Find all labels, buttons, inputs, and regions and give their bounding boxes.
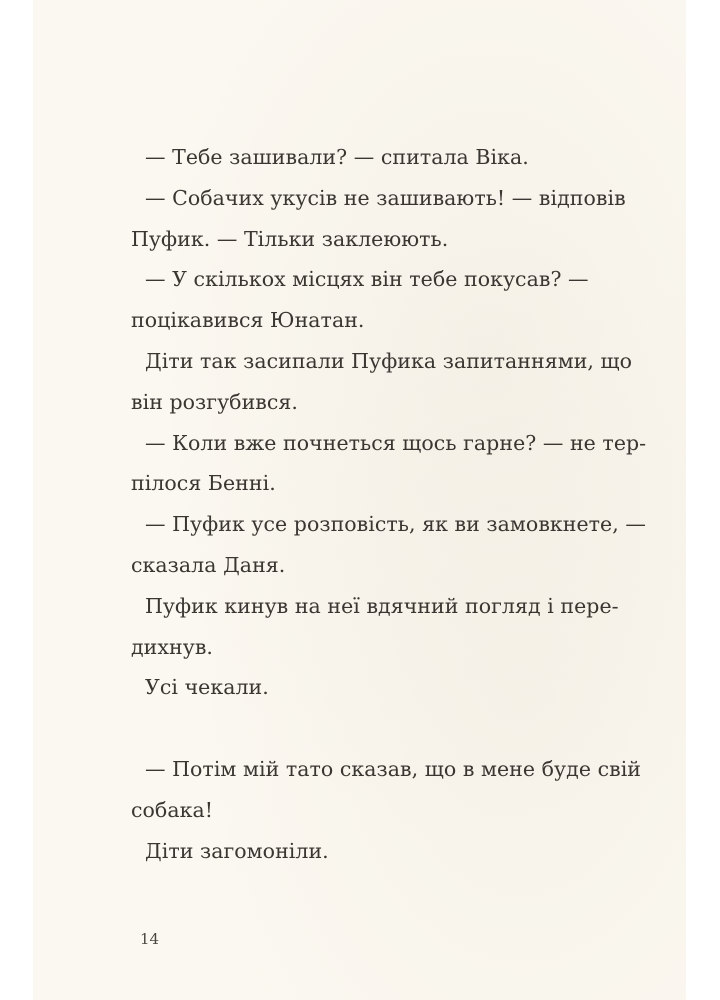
text-line: Діти так засипали Пуфика запитаннями, що: [145, 348, 633, 373]
paragraph: [117, 423, 647, 505]
paragraph: [117, 831, 617, 872]
paragraph: [117, 504, 646, 586]
text-line: собака!: [131, 797, 214, 822]
text-line: пілося Бенні.: [131, 471, 276, 496]
paragraph: [117, 178, 626, 260]
paragraph: [117, 667, 617, 708]
page-text: [117, 137, 647, 871]
paragraph: [117, 259, 617, 341]
text-line: — Тебе зашивали? — спитала Віка.: [145, 145, 529, 169]
text-line: — Коли вже почнеться щось гарне? — не тер-: [145, 430, 647, 455]
text-line: поцікавився Юнатан.: [131, 308, 365, 333]
blank-line: [117, 708, 617, 749]
text-line: — Потім мій тато сказав, що в мене буде свій: [145, 756, 642, 781]
paragraph: [117, 341, 633, 423]
page-number: 14: [140, 930, 160, 948]
paragraph: [117, 586, 617, 668]
text-line: Діти загомоніли.: [145, 838, 329, 863]
text-line: — Собачих укусів не зашивають! — відповів: [145, 185, 626, 210]
text-line: дихнув.: [131, 634, 213, 659]
paragraph: [117, 137, 617, 178]
paragraph: [117, 749, 642, 831]
text-line: Усі чекали.: [145, 675, 269, 700]
text-line: Пуфик. — Тільки заклеюють.: [131, 226, 449, 251]
text-line: Пуфик кинув на неї вдячний погляд і пере-: [145, 593, 619, 618]
text-line: — У скількох місцях він тебе покусав? —: [145, 267, 589, 292]
text-line: [117, 708, 617, 749]
text-line: сказала Даня.: [131, 552, 286, 577]
text-line: — Пуфик усе розповість, як ви замовкнете, —: [145, 512, 646, 537]
text-line: він розгубився.: [131, 389, 298, 414]
book-page: [33, 0, 686, 1000]
